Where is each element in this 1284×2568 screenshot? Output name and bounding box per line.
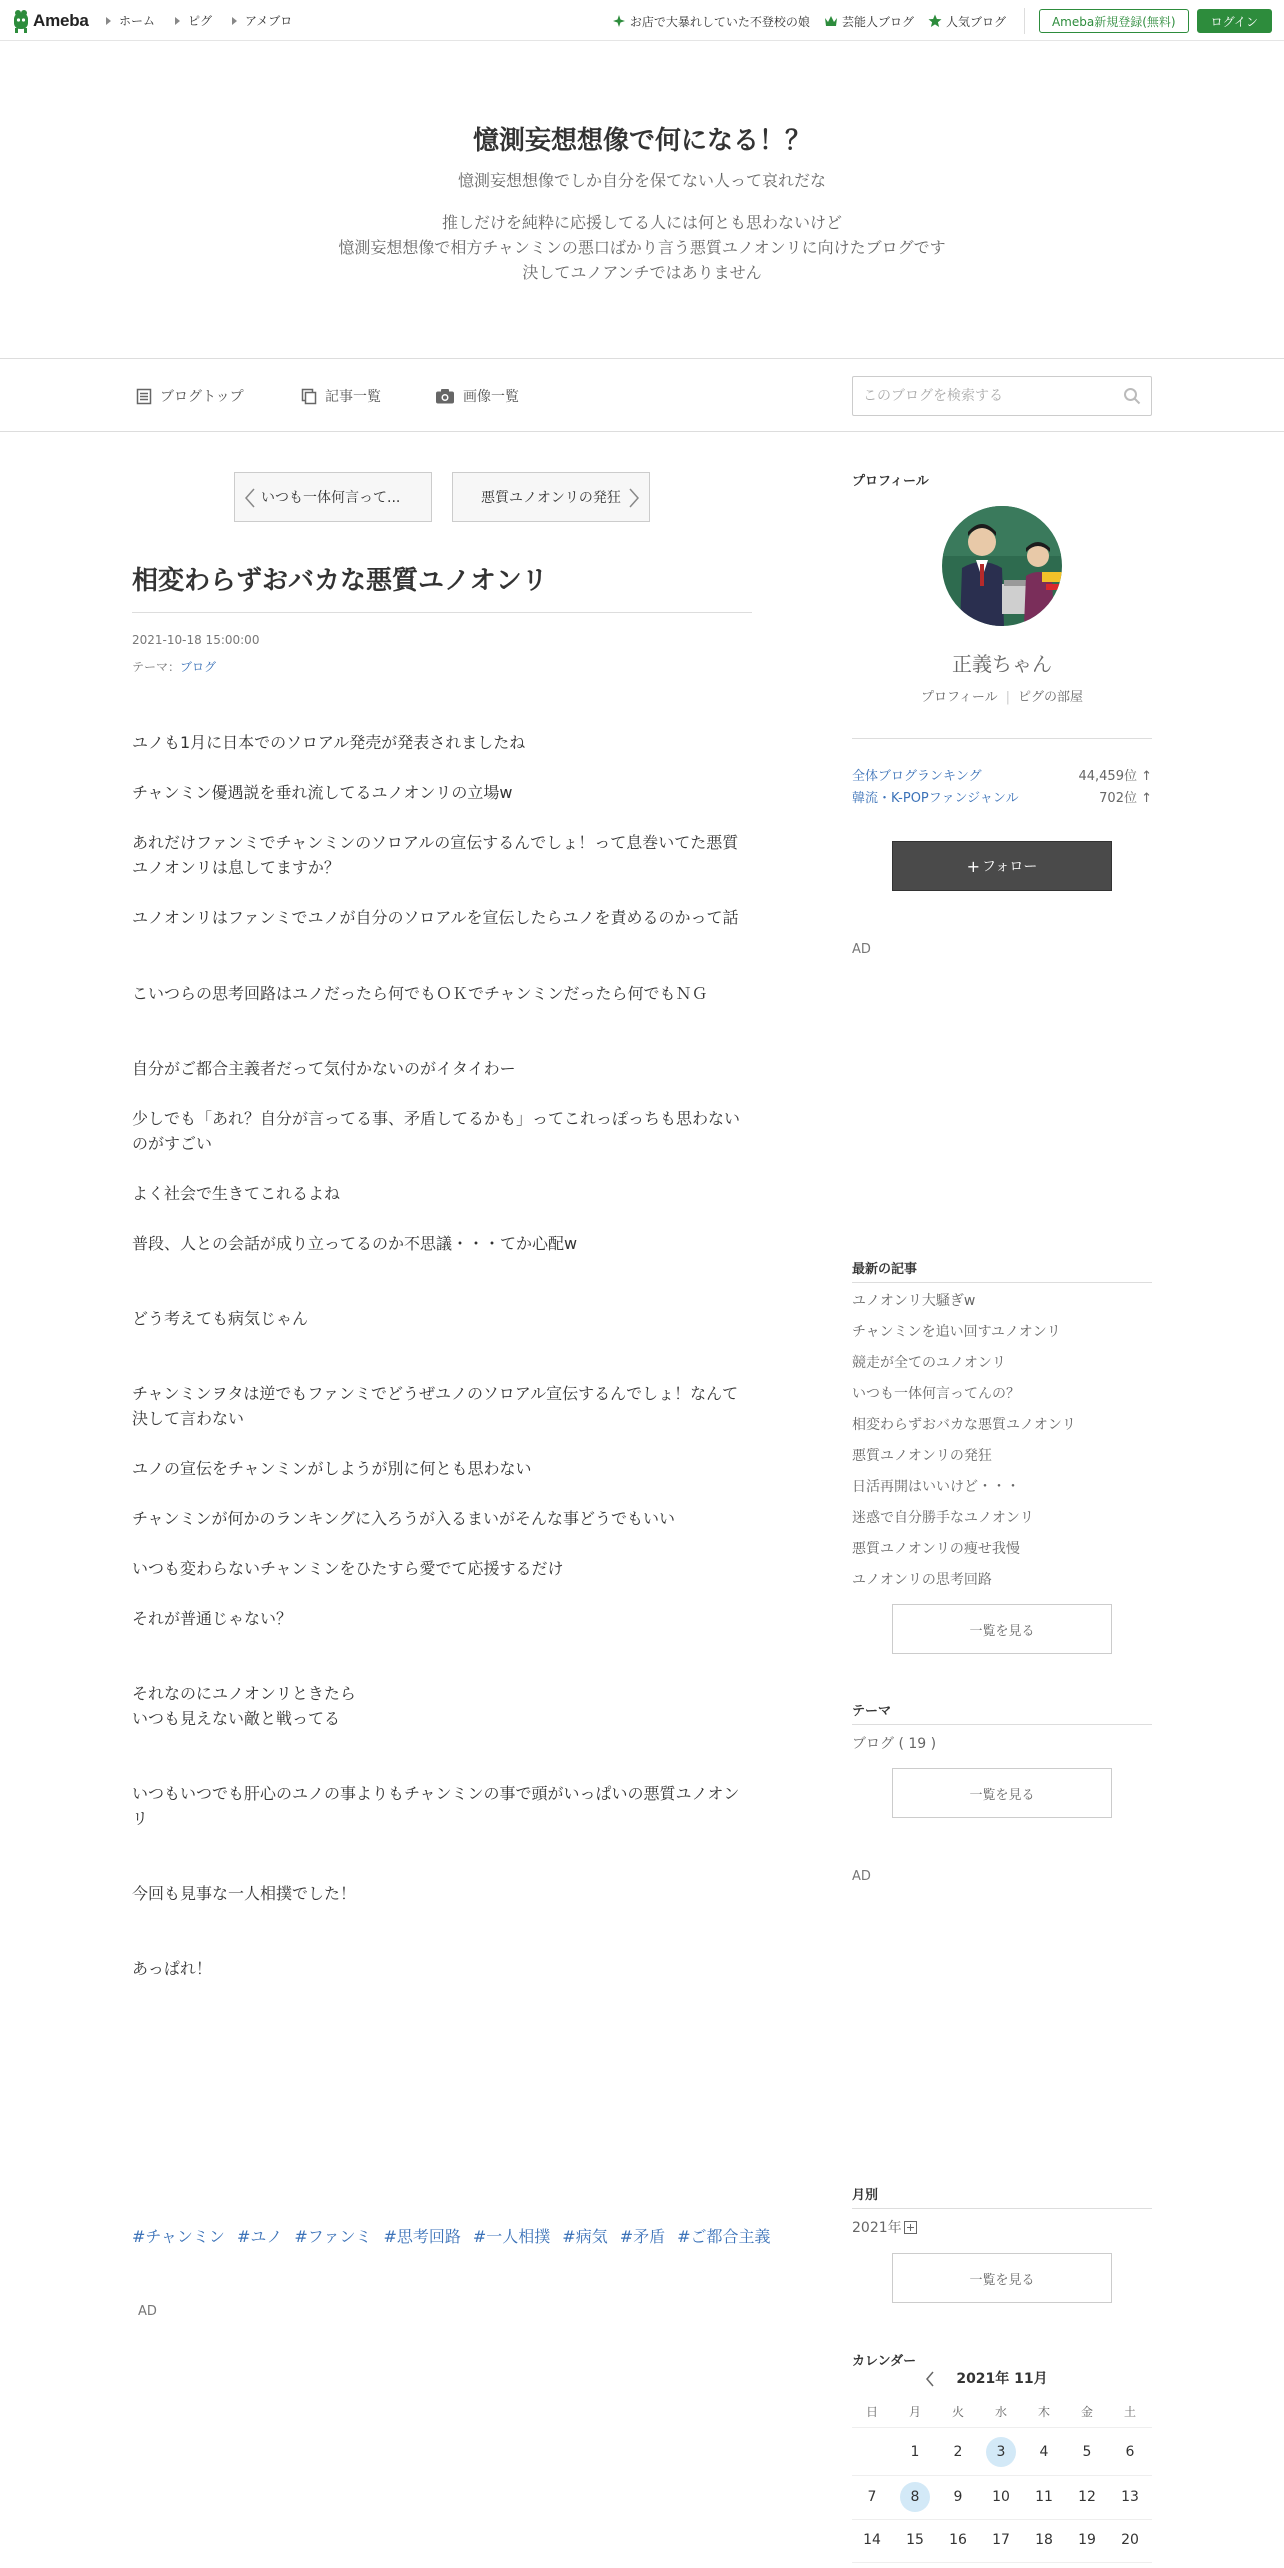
calendar-day xyxy=(1110,2437,1150,2467)
body-line: チャンミンヲタは逆でもファンミでどうぜユノのソロアル宣伝するんでしょ！なんて xyxy=(132,1384,739,1403)
day-number: 9 xyxy=(953,2489,963,2505)
blog-nav xyxy=(0,358,1284,432)
profile-links xyxy=(852,686,1152,705)
prev-entry-button[interactable] xyxy=(234,472,432,522)
recent-entry-link[interactable]: 迷惑で自分勝手なユノオンリ xyxy=(852,1510,1034,1526)
global-nav xyxy=(106,12,292,29)
body-line: よく社会で生きてこれるよね xyxy=(132,1184,341,1203)
divider xyxy=(852,738,1152,739)
calendar-heading: カレンダー xyxy=(852,2354,917,2369)
calendar-day xyxy=(895,2437,935,2467)
recent-entry-link[interactable]: チャンミンを追い回すユノオンリ xyxy=(852,1324,1061,1340)
calendar-day xyxy=(852,2437,892,2467)
day-number: 11 xyxy=(1035,2489,1053,2505)
entry-list-label: 記事一覧 xyxy=(325,389,381,405)
day-number: 17 xyxy=(992,2532,1010,2548)
calendar-day xyxy=(938,2525,978,2555)
pig-room-link[interactable]: ピグの部屋 xyxy=(1018,690,1084,705)
body-line: のがすごい xyxy=(132,1134,213,1153)
blog-description xyxy=(0,210,1284,285)
celebrity-blog-label: 芸能人ブログ xyxy=(841,14,914,29)
calendar-day xyxy=(895,2525,935,2555)
weekday: 火 xyxy=(951,2405,964,2419)
entry-title[interactable]: 相変わらずおバカな悪質ユノオンリ xyxy=(132,566,548,596)
profile-heading: プロフィール xyxy=(852,474,929,489)
hashtag-link[interactable]: #ご都合主義 xyxy=(677,2227,771,2246)
day-number: 8 xyxy=(900,2482,930,2512)
day-number: 4 xyxy=(1039,2444,1049,2460)
copy-icon xyxy=(301,388,317,405)
weekday: 金 xyxy=(1080,2405,1093,2419)
weekday: 月 xyxy=(908,2405,921,2419)
day-number: 3 xyxy=(986,2437,1016,2467)
crown-icon xyxy=(824,14,838,28)
search-icon[interactable] xyxy=(1123,387,1141,405)
divider xyxy=(1024,8,1025,34)
star-icon xyxy=(928,14,942,28)
recent-entry-link[interactable]: 日活再開はいいけど・・・ xyxy=(852,1479,1020,1495)
calendar-day xyxy=(981,2525,1021,2555)
body-line: 少しでも「あれ？自分が言ってる事、矛盾してるかも」ってこれっぽっちも思わない xyxy=(132,1109,741,1128)
body-line: 自分がご都合主義者だって気付かないのがイタイわー xyxy=(132,1059,516,1078)
hashtag-list xyxy=(132,2224,771,2247)
divider: | xyxy=(1005,690,1011,705)
recent-heading: 最新の記事 xyxy=(852,1262,918,1277)
divider xyxy=(852,2519,1152,2520)
body-line: いつもいつでも肝心のユノの事よりもチャンミンの事で頭がいっぱいの悪質ユノオン xyxy=(132,1784,740,1803)
entry-date: 2021-10-18 15:00:00 xyxy=(132,633,260,647)
chevron-left-icon xyxy=(245,488,255,508)
body-line: あれだけファンミでチャンミンのソロアルの宣伝するんでしょ！って息巻いてた悪質 xyxy=(132,833,739,852)
divider xyxy=(852,2427,1152,2428)
weekday: 木 xyxy=(1037,2405,1050,2419)
monthly-more-button[interactable]: 一覧を見る xyxy=(892,2253,1112,2303)
camera-icon xyxy=(435,388,455,404)
triangle-icon xyxy=(232,17,237,25)
chevron-right-icon xyxy=(629,488,639,508)
hashtag-link[interactable]: #矛盾 xyxy=(619,2227,666,2246)
ranking-row xyxy=(852,787,1152,806)
hashtag-link[interactable]: #思考回路 xyxy=(383,2227,461,2246)
body-line: どう考えても病気じゃん xyxy=(132,1309,309,1328)
ranking-row xyxy=(852,765,1152,784)
body-line: チャンミン優遇説を垂れ流してるユノオンリの立場w xyxy=(132,783,513,802)
nav-pigg[interactable] xyxy=(175,12,212,29)
document-icon xyxy=(136,388,152,405)
profile-link[interactable]: プロフィール xyxy=(920,690,998,705)
blog-desc-line: 決してユノアンチではありません xyxy=(522,263,762,282)
ad-label: AD xyxy=(852,942,871,957)
day-number: 7 xyxy=(867,2489,877,2505)
calendar-day xyxy=(938,2482,978,2512)
divider xyxy=(852,2562,1152,2563)
day-number: 20 xyxy=(1121,2532,1139,2548)
body-line: いつも見えない敵と戦ってる xyxy=(132,1709,341,1728)
body-line: それが普通じゃない？ xyxy=(132,1609,293,1628)
recent-entry-link[interactable]: 悪質ユノオンリの痩せ我慢 xyxy=(852,1541,1020,1557)
entry-list-link[interactable] xyxy=(301,386,381,406)
day-number: 18 xyxy=(1035,2532,1053,2548)
blog-subtitle: 憶測妄想想像でしか自分を保てない人って哀れだな xyxy=(457,171,826,190)
profile-image xyxy=(942,506,1062,626)
blog-desc-line: 推しだけを純粋に応援してる人には何とも思わないけど xyxy=(441,213,842,232)
calendar-day xyxy=(1067,2437,1107,2467)
expand-icon[interactable] xyxy=(904,2221,917,2234)
day-number: 15 xyxy=(906,2532,924,2548)
year-label: 2021年 xyxy=(852,2220,902,2236)
nav-pigg-label: ピグ xyxy=(188,14,213,28)
calendar-day xyxy=(852,2525,892,2555)
body-line: チャンミンが何かのランキングに入ろうが入るまいがそんな事どうでもいい xyxy=(132,1509,676,1528)
theme-heading: テーマ xyxy=(852,1704,892,1719)
recent-entry-link[interactable]: 悪質ユノオンリの発狂 xyxy=(852,1448,992,1464)
global-header xyxy=(0,0,1284,41)
next-entry-button[interactable] xyxy=(452,472,650,522)
calendar-day xyxy=(981,2482,1021,2512)
avatar[interactable] xyxy=(942,506,1062,626)
day-number: 5 xyxy=(1082,2444,1092,2460)
body-line: ユノオンリは息してますか？ xyxy=(132,858,340,877)
nav-home-label: ホーム xyxy=(119,14,156,28)
body-line: いつも変わらないチャンミンをひたすら愛でて応援するだけ xyxy=(132,1559,564,1578)
image-list-link[interactable] xyxy=(435,386,519,406)
ranking-link[interactable]: 韓流・K-POPファンジャンル xyxy=(852,791,1019,806)
calendar-day xyxy=(1110,2482,1150,2512)
calendar-month: 2021年 11月 xyxy=(956,2371,1048,2387)
follow-button[interactable] xyxy=(892,841,1112,891)
body-line: ユノの宣伝をチャンミンがしようが別に何とも思わない xyxy=(132,1459,532,1478)
ranking-link[interactable]: 全体ブログランキング xyxy=(852,769,982,784)
login-button[interactable]: ログイン xyxy=(1197,9,1272,33)
featured-blog-link[interactable] xyxy=(612,13,810,30)
hashtag-link[interactable]: #チャンミン xyxy=(132,2227,225,2246)
weekday: 土 xyxy=(1123,2405,1136,2419)
celebrity-blog-link[interactable] xyxy=(824,13,914,30)
recent-more-button[interactable]: 一覧を見る xyxy=(892,1604,1112,1654)
body-line: あっぱれ！ xyxy=(132,1959,212,1978)
body-line: 普段、人との会話が成り立ってるのか不思議・・・てか心配w xyxy=(132,1234,578,1253)
day-number: 10 xyxy=(992,2489,1010,2505)
day-number: 13 xyxy=(1121,2489,1139,2505)
hashtag-link[interactable]: #ファンミ xyxy=(294,2227,372,2246)
divider xyxy=(852,1282,1152,1283)
nav-ameblo-label: アメブロ xyxy=(245,14,293,28)
entry-theme-label: テーマ： xyxy=(132,660,181,674)
triangle-icon xyxy=(175,17,180,25)
body-line: 決して言わない xyxy=(132,1409,245,1428)
recent-entry-link[interactable]: 相変わらずおバカな悪質ユノオンリ xyxy=(852,1417,1076,1433)
day-number: 12 xyxy=(1078,2489,1096,2505)
calendar-day-with-entry[interactable] xyxy=(981,2437,1021,2467)
popular-blog-link[interactable] xyxy=(928,13,1006,30)
calendar-day xyxy=(1024,2482,1064,2512)
prev-entry-label: いつも一体何言って... xyxy=(261,490,401,506)
header-right xyxy=(612,8,1272,34)
day-number: 14 xyxy=(863,2532,881,2548)
divider xyxy=(132,612,752,613)
blog-title[interactable]: 憶測妄想想像で何になる！？ xyxy=(472,126,811,156)
calendar-day xyxy=(1067,2482,1107,2512)
weekday: 日 xyxy=(865,2405,878,2419)
entry-theme-link[interactable]: ブログ xyxy=(180,660,217,674)
ad-label: AD xyxy=(138,2304,157,2319)
clover-icon xyxy=(612,14,626,28)
theme-more-button[interactable]: 一覧を見る xyxy=(892,1768,1112,1818)
blog-search xyxy=(852,376,1152,416)
recent-entry-link[interactable]: ユノオンリ大騒ぎw xyxy=(852,1293,976,1309)
body-line: リ xyxy=(132,1809,149,1828)
calendar-day xyxy=(1024,2437,1064,2467)
divider xyxy=(852,1724,1152,1725)
calendar-day xyxy=(852,2482,892,2512)
blog-top-link[interactable] xyxy=(136,386,244,406)
hashtag-link[interactable]: #病気 xyxy=(562,2227,608,2246)
ameba-logo[interactable] xyxy=(12,9,89,33)
divider xyxy=(852,2208,1152,2209)
day-number: 16 xyxy=(949,2532,967,2548)
calendar-day-with-entry[interactable] xyxy=(895,2482,935,2512)
nav-ameblo[interactable] xyxy=(232,12,292,29)
divider xyxy=(852,2475,1152,2476)
calendar-day xyxy=(1067,2525,1107,2555)
ad-label: AD xyxy=(852,1869,871,1884)
body-line: こいつらの思考回路はユノだったら何でもＯＫでチャンミンだったら何でもＮＧ xyxy=(132,984,708,1003)
plus-icon: + xyxy=(966,856,981,876)
register-button[interactable]: Ameba新規登録(無料) xyxy=(1039,9,1189,33)
theme-link[interactable]: ブログ ( 19 ) xyxy=(852,1736,937,1752)
ranking-value: 44,459位 ↑ xyxy=(1078,769,1152,784)
hashtag-link[interactable]: #一人相撲 xyxy=(472,2227,551,2246)
blog-search-input[interactable] xyxy=(853,377,1103,415)
featured-blog-label: お店で大暴れしていた不登校の娘 xyxy=(629,14,810,29)
body-line: 今回も見事な一人相撲でした！ xyxy=(132,1884,357,1903)
logo-text: Ameba xyxy=(33,11,89,30)
recent-entry-link[interactable]: 競走が全てのユノオンリ xyxy=(852,1355,1006,1371)
popular-blog-label: 人気ブログ xyxy=(945,14,1006,29)
body-line: ユノオンリはファンミでユノが自分のソロアルを宣伝したらユノを責めるのかって話 xyxy=(132,908,739,927)
day-number: 2 xyxy=(953,2444,963,2460)
ranking-value: 702位 ↑ xyxy=(1099,791,1152,806)
blog-desc-line: 憶測妄想想像で相方チャンミンの悪口ばかり言う悪質ユノオンリに向けたブログです xyxy=(338,238,946,257)
recent-entry-link[interactable]: いつも一体何言ってんの？ xyxy=(852,1386,1020,1402)
blog-top-label: ブログトップ xyxy=(160,389,244,405)
calendar-day xyxy=(1110,2525,1150,2555)
next-entry-label: 悪質ユノオンリの発狂 xyxy=(481,490,621,506)
hashtag-link[interactable]: #ユノ xyxy=(236,2227,283,2246)
body-line: それなのにユノオンリときたら xyxy=(132,1684,356,1703)
day-number: 19 xyxy=(1078,2532,1096,2548)
weekday: 水 xyxy=(994,2405,1007,2419)
day-number: 6 xyxy=(1125,2444,1135,2460)
monthly-heading: 月別 xyxy=(852,2188,879,2203)
year-archive[interactable] xyxy=(852,2217,917,2237)
body-line: ユノも1月に日本でのソロアル発売が発表されましたね xyxy=(132,733,526,752)
follow-label: フォロー xyxy=(982,859,1038,875)
profile-name[interactable]: 正義ちゃん xyxy=(952,652,1052,676)
recent-entry-link[interactable]: ユノオンリの思考回路 xyxy=(852,1572,992,1588)
image-list-label: 画像一覧 xyxy=(463,389,519,405)
calendar-day xyxy=(938,2437,978,2467)
ameba-mascot-icon xyxy=(12,9,30,33)
blog-header xyxy=(0,42,1284,358)
entry-theme xyxy=(132,658,216,675)
day-number: 1 xyxy=(910,2444,920,2460)
nav-home[interactable] xyxy=(106,12,155,29)
calendar-day xyxy=(1024,2525,1064,2555)
triangle-icon xyxy=(106,17,111,25)
